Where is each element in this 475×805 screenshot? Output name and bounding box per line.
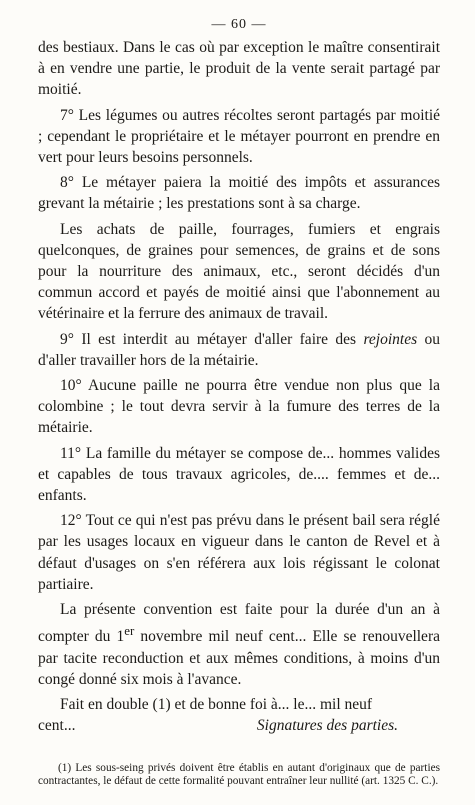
paragraph-text: Aucune paille ne pourra être vendue non plus que la colombine ; le tout devra servir à la fumure des terres de la métairie.: [38, 377, 440, 437]
paragraph-7: [38, 105, 440, 169]
paragraph-purchases: Les achats de paille, fourrages, fumiers et engrais quelconques, de graines pour semences, de grains et de sons pour la nourriture des animaux, etc., seront décidés d'un commun accord et payés de moitié ainsi que l'abonnement au vétérinaire et la ferrure des animaux de travail.: [38, 220, 440, 323]
article-number: 8°: [60, 174, 74, 192]
paragraph-text-end: ou d'aller travailler hors de la métairie.: [38, 330, 440, 369]
article-number: 11°: [60, 444, 82, 462]
italic-term: rejointes: [363, 330, 418, 348]
article-number: 9°: [60, 330, 74, 348]
paragraph-text: Les légumes ou autres récoltes seront partagés par moitié ; cependant le propriétaire et le métayer pourront en prendre en vert pour leurs besoins personnels.: [38, 106, 441, 167]
signatures-label: Signatures des parties.: [256, 717, 398, 735]
paragraph-text: La famille du métayer se compose de... hommes valides et capables de tous travaux agricoles, de.... femmes et de... enfants.: [38, 444, 441, 505]
paragraph-text: La présente convention est faite pour la durée d'un an à compter du: [38, 601, 440, 646]
footnote: (1) Les sous-seing privés doivent être établis en autant d'originaux que de parties contractantes, le défaut de cette formalité pouvant entraîner leur nullité (art. 1325 C. C.).: [38, 762, 440, 788]
paragraph-text: Il est interdit au métayer d'aller faire des: [81, 330, 357, 348]
paragraph-continuation: des bestiaux. Dans le cas où par exception le maître consentirait à en vendre une partie, le produit de la vente serait partagé par moitié.: [38, 39, 440, 99]
page-number: — 60 —: [211, 17, 267, 32]
closing-cent: cent...: [38, 717, 76, 735]
article-number: 12°: [60, 512, 82, 530]
date-ordinal: 1: [116, 628, 125, 646]
date-ordinal-suffix: er: [124, 623, 135, 639]
paragraph-text-end: novembre mil neuf cent... Elle se renouvellera par tacite reconduction et aux mêmes conditions, à moins d'un congé donné six mois à l'avance.: [38, 628, 440, 688]
closing-line: Fait en double (1) et de bonne foi à... le... mil neuf: [60, 696, 373, 714]
paragraph-10: [38, 375, 440, 439]
article-number: 7°: [60, 106, 74, 124]
paragraph-8: [38, 172, 440, 214]
paragraph-11: [38, 443, 440, 507]
paragraph-text: Le métayer paiera la moitié des impôts et assurances grevant la métairie ; les prestations sont à sa charge.: [38, 174, 441, 213]
paragraph-9: [38, 329, 440, 371]
signature-line: [38, 715, 440, 736]
document-page: [38, 14, 440, 788]
article-number: 10°: [60, 377, 82, 395]
paragraph-duration: [38, 599, 440, 690]
paragraph-text: Tout ce qui n'est pas prévu dans le présent bail sera réglé par les usages locaux en vigueur dans le canton de Revel et à défaut d'usages on s'en référera aux lois régissant le colonat partiaire.: [38, 512, 440, 593]
paragraph-12: [38, 510, 440, 595]
